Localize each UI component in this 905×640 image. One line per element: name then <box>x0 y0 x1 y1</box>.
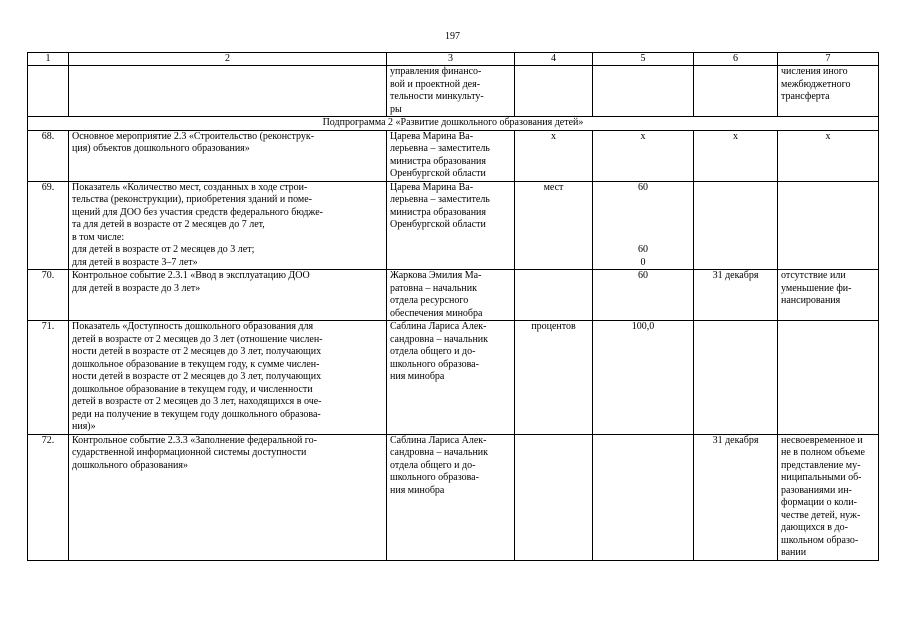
subprogram-row <box>28 117 879 131</box>
event-name-cell: Основное мероприятие 2.3 «Строительство (реконструк- ция) объектов дошкольного образования» <box>69 130 387 181</box>
subprogram-title: Подпрограмма 2 «Развитие дошкольного образования детей» <box>28 117 879 131</box>
unit-cell <box>515 434 593 560</box>
date-cell <box>694 66 778 117</box>
table-row <box>28 270 879 321</box>
date-cell: 31 декабря <box>694 434 778 560</box>
value-cell <box>593 434 694 560</box>
table-row <box>28 130 879 181</box>
risk-cell: числения иного межбюджетного трансферта <box>778 66 879 117</box>
column-header: 4 <box>515 53 593 66</box>
table-row <box>28 181 879 270</box>
date-cell <box>694 181 778 270</box>
responsible-cell: управления финансо- вой и проектной дея- тельности минкульту- ры <box>387 66 515 117</box>
column-header: 5 <box>593 53 694 66</box>
column-header: 6 <box>694 53 778 66</box>
column-header: 7 <box>778 53 879 66</box>
event-name-cell: Показатель «Количество мест, созданных в ходе строи- тельства (реконструкции), приобретения зданий и поме- щений для ДОО без участия средств федерального бюдже- та для детей в возрасте от 2 месяцев до 7 лет, в том числе: для детей в возрасте от 2 месяцев до 3 лет; для детей в возрасте 3–7 лет» <box>69 181 387 270</box>
risk-cell: несвоевременное и не в полном объеме представление му- ниципальными об- разованиями ин- формации о коли- честве детей, нуж- дающихся в до- школьном образо- вании <box>778 434 879 560</box>
row-number-cell: 68. <box>28 130 69 181</box>
unit-cell <box>515 270 593 321</box>
risk-cell: отсутствие или уменьшение фи- нансирования <box>778 270 879 321</box>
value-cell: 60 60 0 <box>593 181 694 270</box>
responsible-cell: Саблина Лариса Алек- сандровна – начальник отдела общего и до- школьного образова- ния минобра <box>387 321 515 435</box>
responsible-cell: Царева Марина Ва- лерьевна – заместитель министра образования Оренбургской области <box>387 181 515 270</box>
table-row <box>28 434 879 560</box>
row-number-cell <box>28 66 69 117</box>
row-number-cell: 70. <box>28 270 69 321</box>
risk-cell <box>778 321 879 435</box>
plan-table <box>27 52 879 561</box>
date-cell: 31 декабря <box>694 270 778 321</box>
column-header: 1 <box>28 53 69 66</box>
responsible-cell: Царева Марина Ва- лерьевна – заместитель министра образования Оренбургской области <box>387 130 515 181</box>
date-cell: х <box>694 130 778 181</box>
continuation-row <box>28 66 879 117</box>
risk-cell: х <box>778 130 879 181</box>
event-name-cell: Контрольное событие 2.3.3 «Заполнение федеральной го- сударственной информационной системы доступности дошкольного образования» <box>69 434 387 560</box>
value-cell <box>593 66 694 117</box>
row-number-cell: 69. <box>28 181 69 270</box>
row-number-cell: 72. <box>28 434 69 560</box>
event-name-cell: Контрольное событие 2.3.1 «Ввод в эксплуатацию ДОО для детей в возрасте до 3 лет» <box>69 270 387 321</box>
column-number-row <box>28 53 879 66</box>
risk-cell <box>778 181 879 270</box>
responsible-cell: Саблина Лариса Алек- сандровна – начальник отдела общего и до- школьного образова- ния минобра <box>387 434 515 560</box>
value-cell: 100,0 <box>593 321 694 435</box>
column-header: 3 <box>387 53 515 66</box>
unit-cell: мест <box>515 181 593 270</box>
event-name-cell <box>69 66 387 117</box>
table-row <box>28 321 879 435</box>
unit-cell <box>515 66 593 117</box>
page-number: 197 <box>445 31 460 42</box>
value-cell: 60 <box>593 270 694 321</box>
row-number-cell: 71. <box>28 321 69 435</box>
event-name-cell: Показатель «Доступность дошкольного образования для детей в возрасте от 2 месяцев до 3 лет (отношение числен- ности детей в возрасте от 2 месяцев до 3 лет, получающих дошкольное образование в текущем году, к сумме числен- ности детей в возрасте от 2 месяцев до 3 лет, получающих дошкольное образование в текущем году, и численности детей в возрасте от 2 месяцев до 3 лет, находящихся в оче- реди на получение в текущем году дошкольного образова- ния)» <box>69 321 387 435</box>
value-cell: х <box>593 130 694 181</box>
date-cell <box>694 321 778 435</box>
responsible-cell: Жаркова Эмилия Ма- ратовна – начальник отдела ресурсного обеспечения минобра <box>387 270 515 321</box>
column-header: 2 <box>69 53 387 66</box>
unit-cell: х <box>515 130 593 181</box>
unit-cell: процентов <box>515 321 593 435</box>
